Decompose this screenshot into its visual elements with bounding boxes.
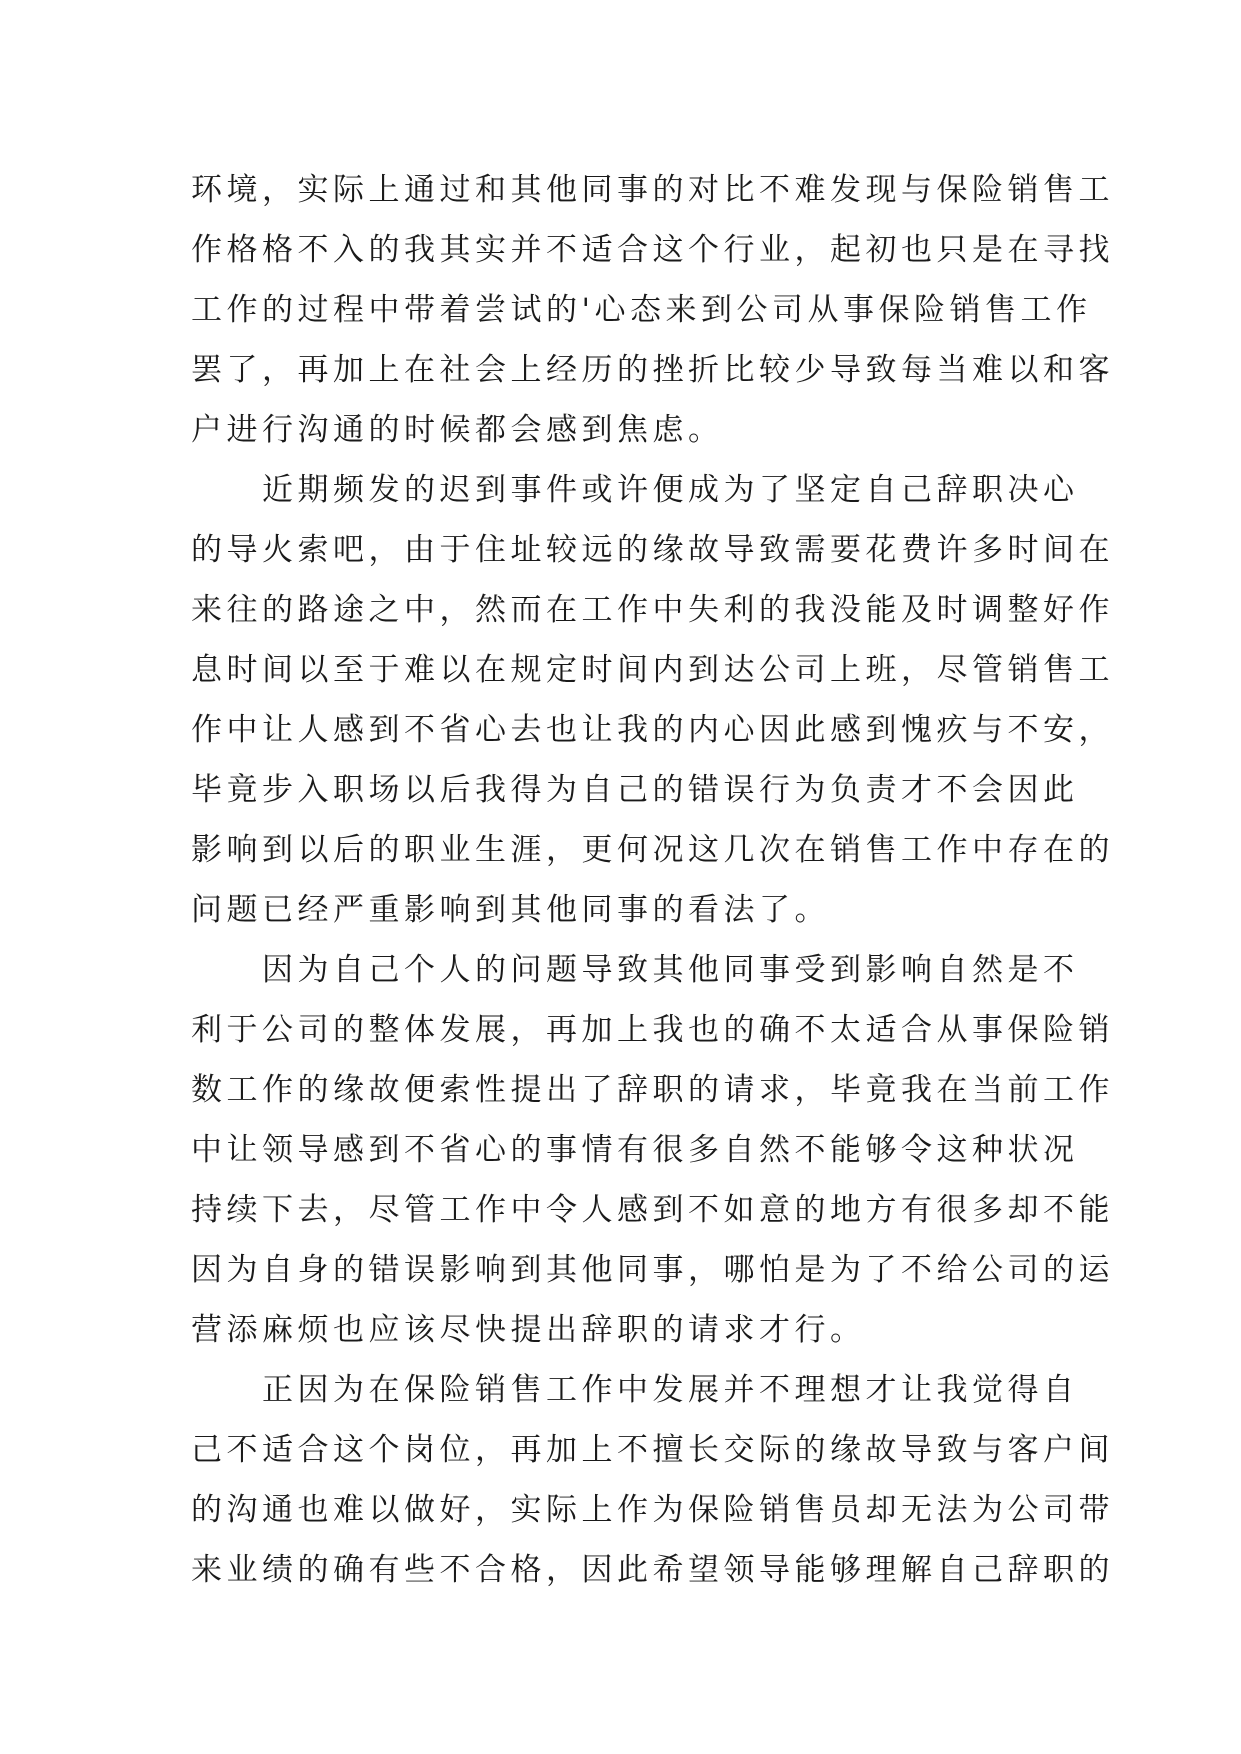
text-line: 问题已经严重影响到其他同事的看法了。 <box>191 892 830 928</box>
text-line: 毕竟步入职场以后我得为自己的错误行为负责才不会因此 <box>191 772 1079 808</box>
text-line: 来往的路途之中，然而在工作中失利的我没能及时调整好作 <box>191 592 1114 628</box>
text-line: 的沟通也难以做好，实际上作为保险销售员却无法为公司带 <box>191 1492 1114 1528</box>
text-line: 己不适合这个岗位，再加上不擅长交际的缘故导致与客户间 <box>191 1432 1114 1468</box>
text-line: 营添麻烦也应该尽快提出辞职的请求才行。 <box>191 1312 866 1348</box>
text-line: 利于公司的整体发展，再加上我也的确不太适合从事保险销 <box>191 1012 1114 1048</box>
text-line: 因为自身的错误影响到其他同事，哪怕是为了不给公司的运 <box>191 1252 1114 1288</box>
text-line: 环境，实际上通过和其他同事的对比不难发现与保险销售工 <box>191 172 1114 208</box>
text-line: 作中让人感到不省心去也让我的内心因此感到愧疚与不安， <box>191 712 1114 748</box>
text-line: 因为自己个人的问题导致其他同事受到影响自然是不 <box>191 952 1079 988</box>
text-line: 影响到以后的职业生涯，更何况这几次在销售工作中存在的 <box>191 832 1114 868</box>
body-text <box>191 160 1114 1600</box>
text-line: 数工作的缘故便索性提出了辞职的请求，毕竟我在当前工作 <box>191 1072 1114 1108</box>
text-line: 近期频发的迟到事件或许便成为了坚定自己辞职决心 <box>191 472 1079 508</box>
text-line: 罢了，再加上在社会上经历的挫折比较少导致每当难以和客 <box>191 352 1114 388</box>
text-line: 的导火索吧，由于住址较远的缘故导致需要花费许多时间在 <box>191 532 1114 568</box>
text-line: 工作的过程中带着尝试的'心态来到公司从事保险销售工作 <box>191 292 1092 328</box>
text-line: 户进行沟通的时候都会感到焦虑。 <box>191 412 724 448</box>
text-line: 中让领导感到不省心的事情有很多自然不能够令这种状况 <box>191 1132 1079 1168</box>
text-line: 息时间以至于难以在规定时间内到达公司上班，尽管销售工 <box>191 652 1114 688</box>
text-line: 正因为在保险销售工作中发展并不理想才让我觉得自 <box>191 1372 1079 1408</box>
text-line: 持续下去，尽管工作中令人感到不如意的地方有很多却不能 <box>191 1192 1114 1228</box>
text-line: 作格格不入的我其实并不适合这个行业，起初也只是在寻找 <box>191 232 1114 268</box>
text-line: 来业绩的确有些不合格，因此希望领导能够理解自己辞职的 <box>191 1552 1114 1588</box>
